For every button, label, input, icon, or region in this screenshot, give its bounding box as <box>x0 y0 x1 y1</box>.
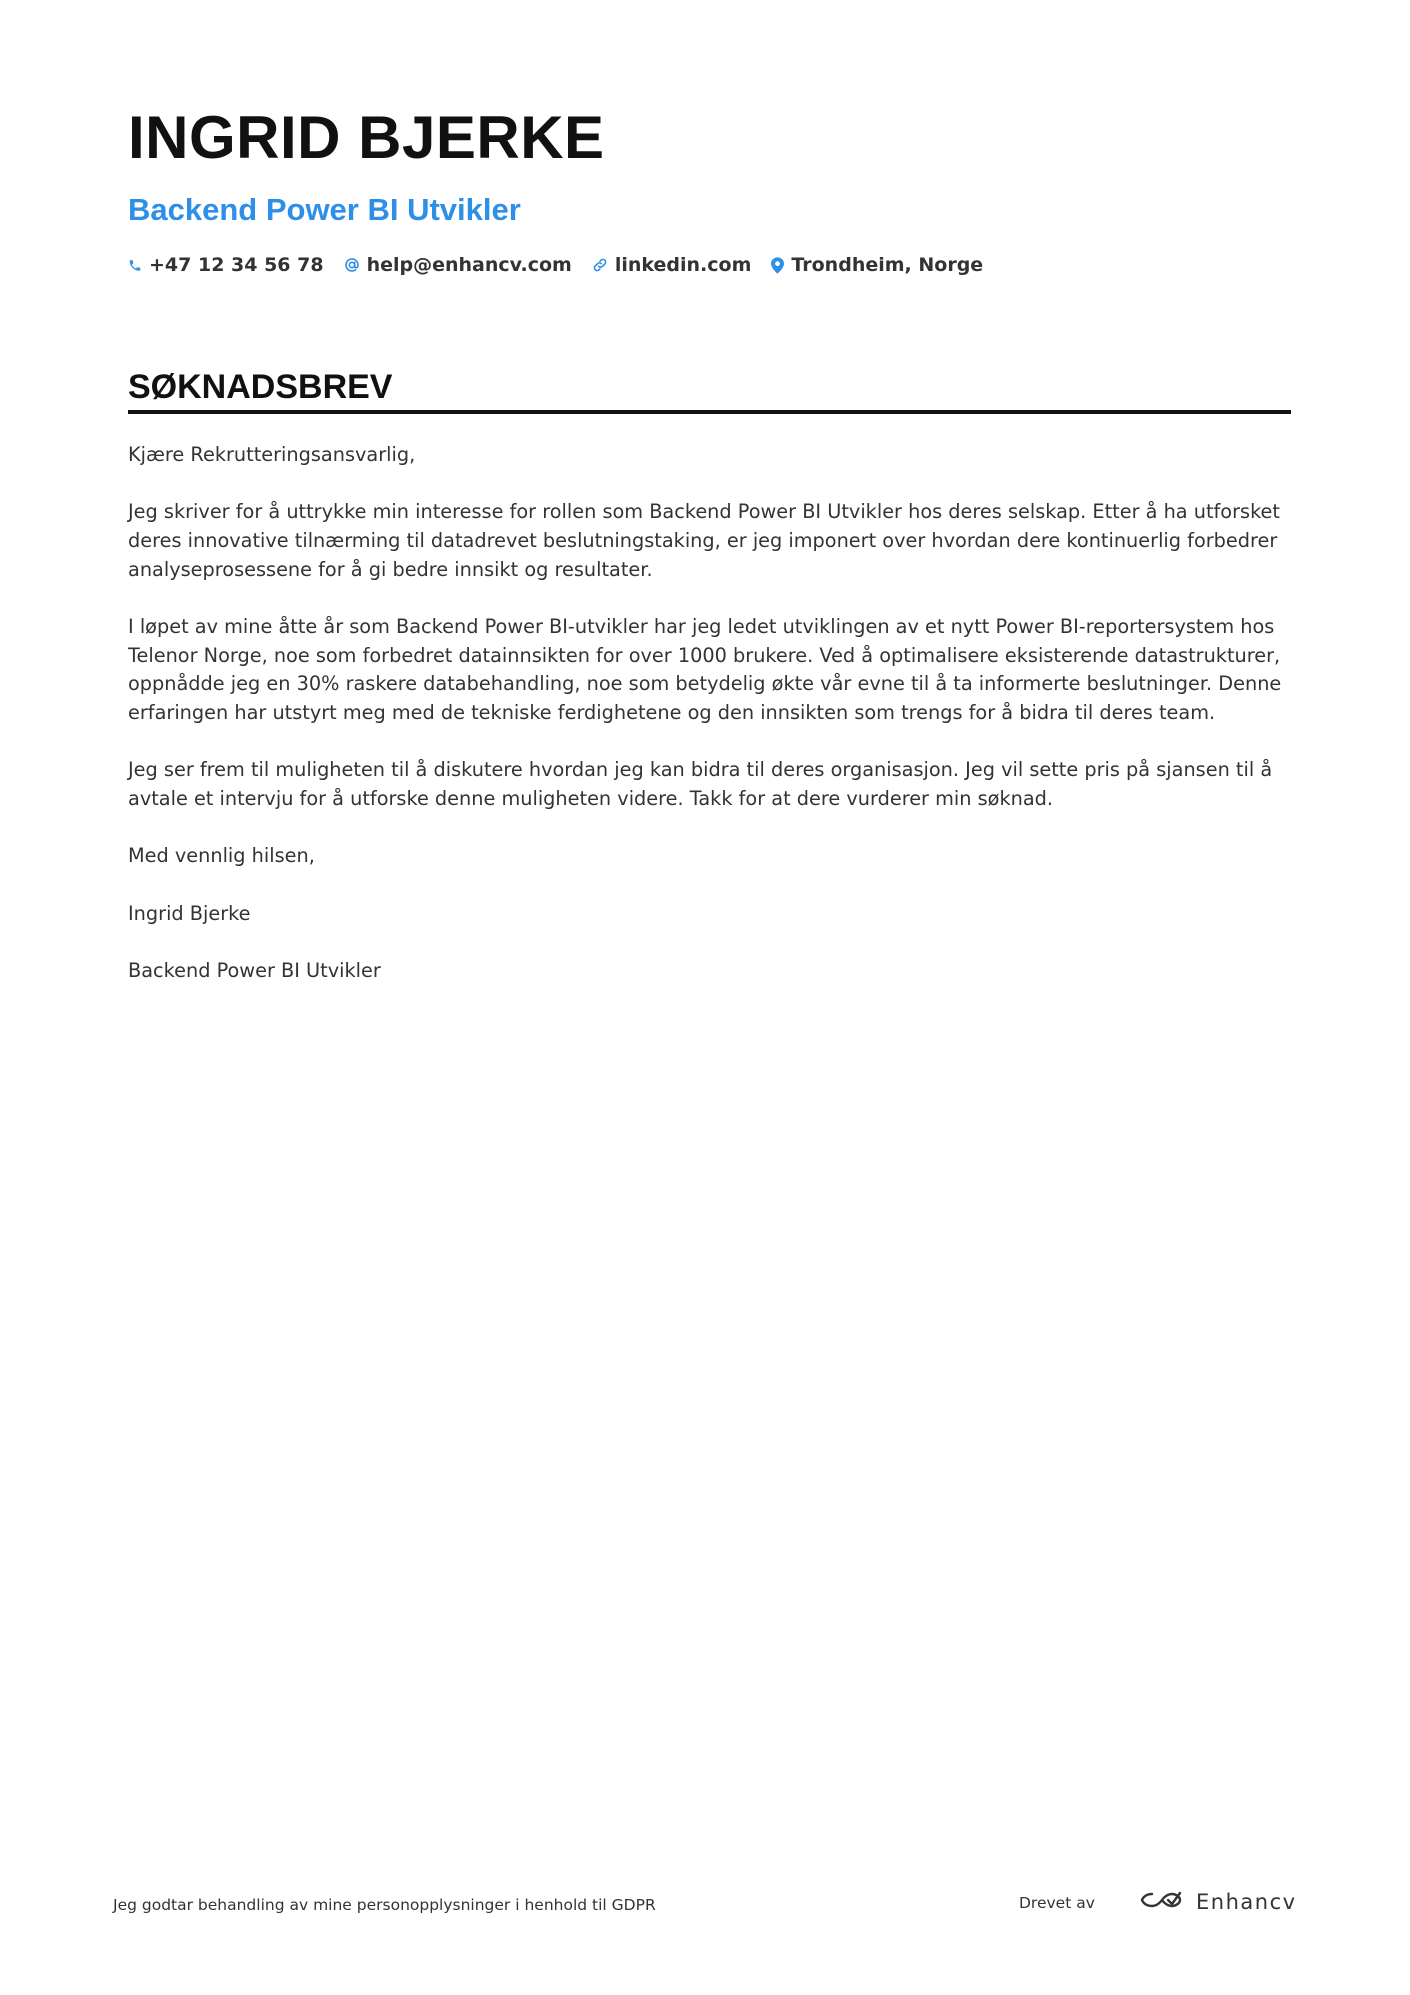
section-divider <box>128 410 1291 414</box>
enhancv-brand[interactable] <box>1138 1888 1297 1916</box>
job-title: Backend Power BI Utvikler <box>128 192 521 227</box>
contact-email[interactable] <box>344 254 572 276</box>
section-title: SØKNADSBREV <box>128 368 393 406</box>
contact-location <box>771 254 983 276</box>
letter-greeting: Kjære Rekrutteringsansvarlig, <box>128 443 416 466</box>
letter-paragraph: Jeg skriver for å uttrykke min interesse for rollen som Backend Power BI Utvikler hos deres selskap. Etter å ha utforsket deres innovative tilnærming til datadrevet beslutningstaking, er jeg imponert over hvordan dere kontinuerlig forbedrer analyseprosessene for å gi bedre innsikt og resultater. <box>128 500 1280 581</box>
powered-by-label: Drevet av <box>1019 1894 1095 1912</box>
location-pin-icon <box>771 257 784 274</box>
location-text: Trondheim, Norge <box>791 254 984 276</box>
letter-body <box>128 441 1291 1014</box>
letter-paragraph: Jeg ser frem til muligheten til å diskutere hvordan jeg kan bidra til deres organisasjon. Jeg vil sette pris på sjansen til å avtale et intervju for å utforske denne muligheten videre. Takk for at dere vurderer min søknad. <box>128 758 1273 810</box>
phone-icon <box>128 258 142 273</box>
contact-linkedin[interactable] <box>592 254 752 276</box>
linkedin-link: linkedin.com <box>614 254 752 276</box>
enhancv-logo-icon <box>1138 1888 1184 1916</box>
email-address: help@enhancv.com <box>366 254 572 276</box>
gdpr-consent-text: Jeg godtar behandling av mine personopplysninger i henhold til GDPR <box>113 1896 656 1914</box>
phone-number: +47 12 34 56 78 <box>149 254 324 276</box>
link-icon <box>592 257 608 273</box>
signature-name: Ingrid Bjerke <box>128 901 251 925</box>
brand-name: Enhancv <box>1196 1890 1297 1914</box>
signature-title: Backend Power BI Utvikler <box>128 958 381 982</box>
at-icon <box>344 257 360 273</box>
candidate-name: INGRID BJERKE <box>128 104 605 171</box>
letter-paragraph: I løpet av mine åtte år som Backend Power BI-utvikler har jeg ledet utviklingen av et nytt Power BI-reportersystem hos Telenor Norge, noe som forbedret datainnsikten for over 1000 brukere. Ved å optimalisere eksisterende datastrukturer, oppnådde jeg en 30% raskere databehandling, noe som betydelig økte vår evne til å ta informerte beslutninger. Denne erfaringen har utstyrt meg med de tekniske ferdighetene og den innsikten som trengs for å bidra til deres team. <box>128 614 1282 724</box>
letter-closing: Med vennlig hilsen, <box>128 844 315 868</box>
contact-phone[interactable] <box>128 254 324 276</box>
contact-row <box>128 254 983 276</box>
